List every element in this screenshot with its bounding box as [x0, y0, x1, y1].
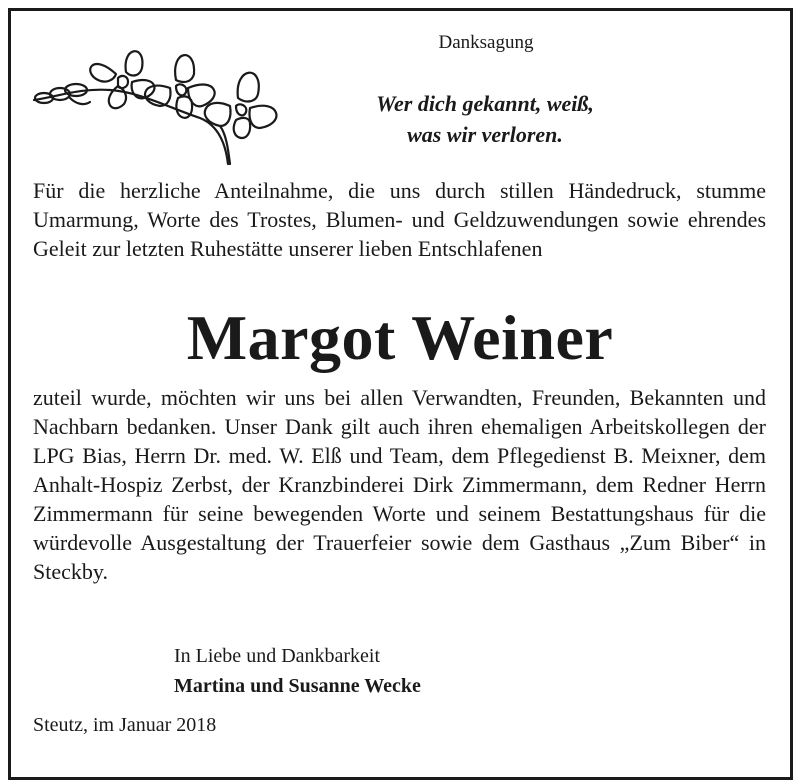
closing-phrase: In Liebe und Dankbarkeit: [174, 645, 381, 667]
orchid-branch-icon: [30, 38, 290, 168]
motto: [320, 88, 650, 150]
motto-line-1: Wer dich gekannt, weiß,: [376, 91, 594, 116]
deceased-name: Margot Weiner: [186, 302, 614, 373]
thanks-paragraph-main: zuteil wurde, möchten wir uns bei allen Verwandten, Freunden, Bekannten und Nachbarn bedanken. Unser Dank gilt auch ihren ehemaligen Arbeitskollegen der LPG Bias, Herrn Dr. med. W. Elß und Team, dem Pflegedienst B. Meixner, dem Anhalt-Hospiz Zerbst, der Kranzbinderei Dirk Zimmermann, dem Redner Herrn Zimmermann für seine bewegenden Worte und seinem Bestattungshaus für die würdevolle Ausgestaltung der Trauerfeier sowie dem Gasthaus „Zum Biber“ in Steckby.: [33, 385, 766, 584]
motto-line-2: was wir verloren.: [407, 122, 563, 147]
closing-block: [174, 641, 421, 701]
thanks-paragraph-intro: Für die herzliche Anteilnahme, die uns durch stillen Händedruck, stumme Umarmung, Worte des Trostes, Blumen- und Geldzuwendungen sowie ehrendes Geleit zur letzten Ruhestätte unserer lieben Entschlafenen: [33, 178, 766, 261]
notice-heading: Danksagung: [438, 32, 534, 53]
place-date: Steutz, im Januar 2018: [33, 714, 217, 736]
signers: Martina und Susanne Wecke: [174, 675, 421, 697]
